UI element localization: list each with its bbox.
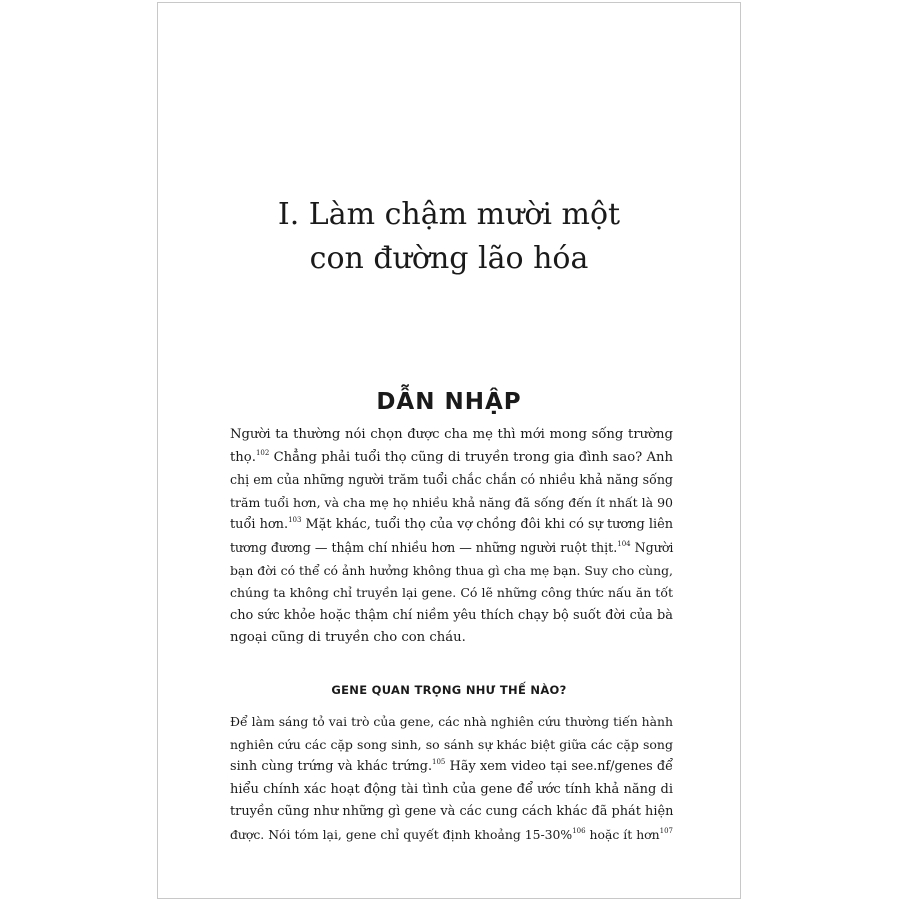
text-line: được. Nói tóm lại, gene chỉ quyết định khoảng 15-30%$^{106}$ hoặc ít hơn$^{107}$ [230,826,673,842]
chapter-title [158,193,740,281]
text-line: sinh cùng trứng và khác trứng.$^{105}$ Hãy xem video tại see.nf/genes để [230,758,673,775]
footnote-ref: 102 [255,448,270,457]
book-page [157,2,741,899]
text-line: thọ.$^{102}$ Chẳng phải tuổi thọ cũng di truyền trong gia đình sao? Anh [230,448,673,465]
footnote-ref: 103 [288,516,302,525]
text-line: bạn đời có thể có ảnh hưởng không thua gì cha mẹ bạn. Suy cho cùng, [230,562,673,578]
text-line: Người ta thường nói chọn được cha mẹ thì mới mong sống trường [230,427,673,442]
text-line: trăm tuổi hơn, và cha mẹ họ nhiều khả năng đã sống đến ít nhất là 90 [230,494,673,510]
footnote-ref: 104 [617,539,631,548]
text-line: chúng ta không chỉ truyền lại gene. Có lẽ những công thức nấu ăn tốt [230,585,673,601]
footnote-ref: 106 [572,826,586,835]
text-line: chị em của những người trăm tuổi chắc chắn có nhiều khả năng sống [230,472,673,488]
text-line: hiểu chính xác hoạt động tài tình của gene để ước tính khả năng di [230,781,673,797]
chapter-title-line-2: con đường lão hóa [309,241,589,276]
text-line: tuổi hơn.$^{103}$ Mặt khác, tuổi thọ của vợ chồng đôi khi có sự tương liên [230,516,674,533]
chapter-title-line-1: I. Làm chậm mười một [277,197,621,232]
intro-paragraph [230,424,673,650]
text-line: truyền cũng như những gì gene và các cung cách khác đã phát hiện [230,804,674,820]
footnote-ref: 107 [659,826,673,835]
text-line: Để làm sáng tỏ vai trò của gene, các nhà nghiên cứu thường tiến hành [230,714,673,729]
text-line: nghiên cứu các cặp song sinh, so sánh sự khác biệt giữa các cặp song [230,736,673,752]
subsection-title: GENE QUAN TRỌNG NHƯ THẾ NÀO? [331,683,567,697]
footnote-ref: 105 [432,758,446,767]
gene-paragraph [230,711,673,847]
section-title: DẪN NHẬP [376,389,522,415]
text-line: cho sức khỏe hoặc thậm chí niềm yêu thích chạy bộ suốt đời của bà [230,607,673,623]
text-line: tương đương — thậm chí nhiều hơn — những người ruột thịt.$^{104}$ Người [230,539,674,555]
text-line: ngoại cũng di truyền cho con cháu. [230,630,466,646]
